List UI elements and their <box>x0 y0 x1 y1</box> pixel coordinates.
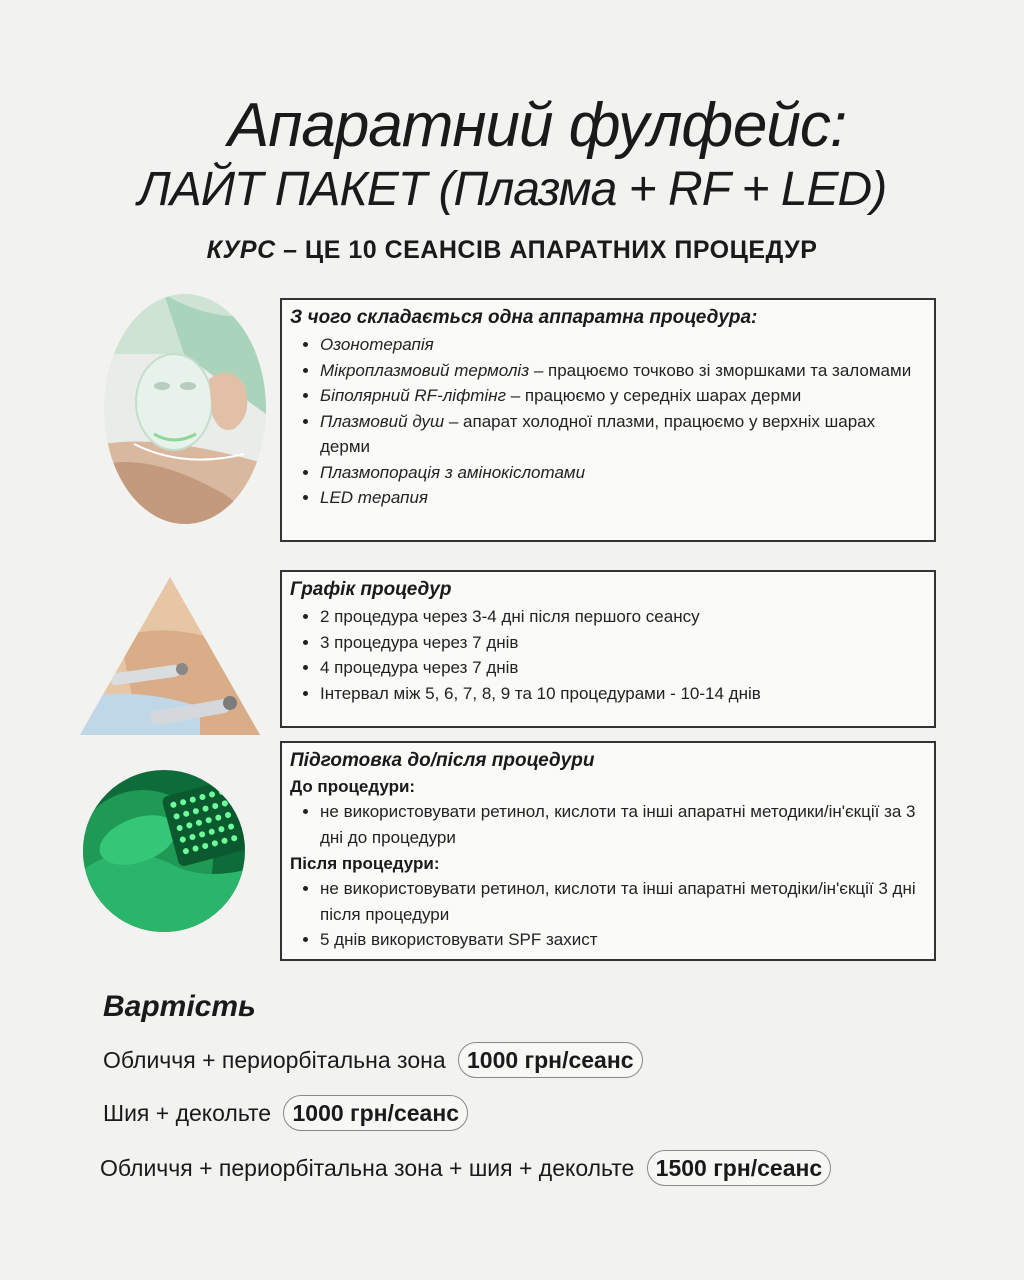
price-row-label: Обличчя + периорбітальна зона + шия + декольте <box>100 1155 635 1181</box>
before-procedure-list <box>290 799 926 850</box>
course-tagline <box>0 236 1024 265</box>
price-row <box>103 1042 643 1078</box>
procedure-composition-list <box>290 332 926 511</box>
list-item-desc: – апарат холодної плазми, працюємо у верхніх шарах дерми <box>320 411 876 456</box>
list-item-desc: – працюємо у середніх шарах дерми <box>505 386 802 405</box>
price-row-label: Шия + декольте <box>103 1100 272 1126</box>
list-item-desc: – працюємо точково зі зморшками та заломами <box>529 360 912 380</box>
price-row-label: Обличчя + периорбітальна зона <box>103 1047 446 1073</box>
list-item: • не використовувати ретинол, кислоти та інші апаратні методіки/ін'єкції 3 дні після процедури <box>320 876 926 927</box>
list-item <box>320 460 926 486</box>
preparation-heading: Підготовка до/після процедури <box>290 750 595 771</box>
after-procedure-label: Після процедури: <box>290 854 440 873</box>
list-item: • 5 днів використовувати SPF захист <box>320 927 926 953</box>
list-item-name: Озонотерапія <box>320 335 434 354</box>
list-item-name: Плазмопорація з амінокіслотами <box>320 462 586 482</box>
list-item-name: Біполярний RF-ліфтінг <box>320 386 506 405</box>
list-item-name: Мікроплазмовий термоліз <box>320 360 530 380</box>
price-badge: 1000 грн/сеанс <box>458 1042 643 1078</box>
list-item: • не використовувати ретинол, кислоти та інші апаратні методики/ін'єкції за 3 дні до процедури <box>320 799 926 850</box>
schedule-heading: Графік процедур <box>290 579 452 600</box>
led-mask-photo <box>104 294 266 524</box>
list-item-name: Плазмовий душ <box>320 411 445 431</box>
after-procedure-list <box>290 876 926 953</box>
course-tagline-lead: КУРС – <box>206 236 298 264</box>
led-therapy-photo <box>83 770 245 932</box>
schedule-list <box>290 604 926 706</box>
pricing-title: Вартість <box>103 990 256 1023</box>
price-row <box>100 1150 831 1186</box>
before-procedure-label: До процедури: <box>290 777 416 796</box>
procedure-composition-box <box>280 298 936 542</box>
list-item: • 3 процедура через 7 днів <box>320 630 926 656</box>
list-item <box>320 358 926 384</box>
price-badge: 1500 грн/сеанс <box>647 1150 832 1186</box>
page-subtitle: ЛАЙТ ПАКЕТ (Плазма + RF + LED) <box>137 163 887 216</box>
list-item <box>320 485 926 511</box>
price-badge: 1000 грн/сеанс <box>283 1095 468 1131</box>
list-item <box>320 332 926 358</box>
price-row <box>103 1095 468 1131</box>
list-item: • Інтервал між 5, 6, 7, 8, 9 та 10 процедурами - 10-14 днів <box>320 681 926 707</box>
list-item: • 4 процедура через 7 днів <box>320 655 926 681</box>
list-item-name: LED терапия <box>320 488 429 507</box>
list-item: • 2 процедура через 3-4 дні після першого сеансу <box>320 604 926 630</box>
page-title: Апаратний фулфейс: <box>227 91 847 160</box>
course-tagline-rest: ЦЕ 10 СЕАНСІВ АПАРАТНИХ ПРОЦЕДУР <box>297 236 818 264</box>
list-item <box>320 409 926 460</box>
schedule-box <box>280 570 936 728</box>
list-item <box>320 383 926 409</box>
preparation-box <box>280 741 936 961</box>
procedure-composition-heading: З чого складається одна аппаратна процедура: <box>290 307 758 328</box>
rf-device-photo <box>80 577 260 735</box>
